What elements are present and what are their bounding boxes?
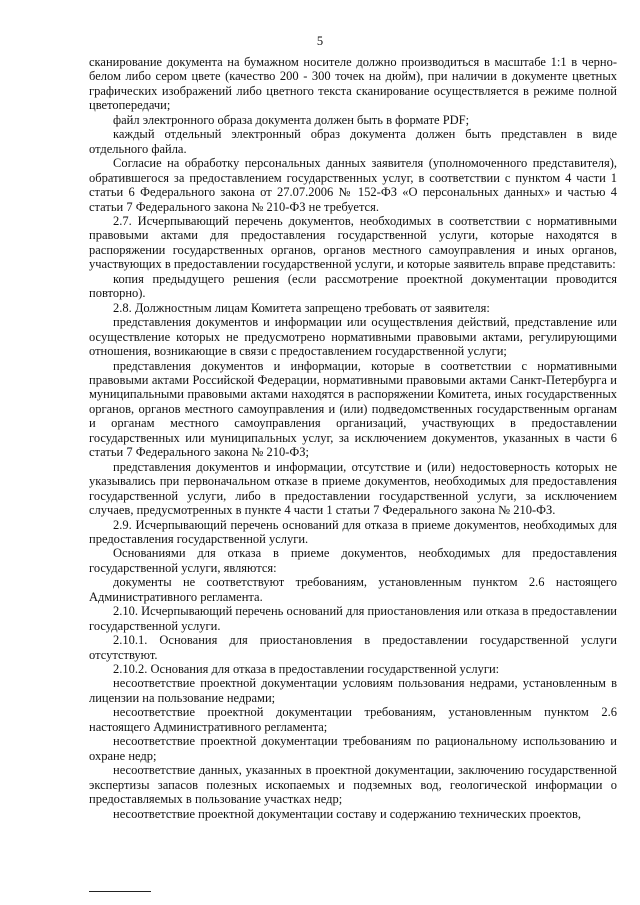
paragraph: файл электронного образа документа должен быть в формате PDF; <box>113 112 470 127</box>
paragraph: представления документов и информации или осуществления действий, представление или осуществление которых не предусмотрено нормативными правовыми актами, регулирующими отношения, возникающие в связи с предоставлением государственной услуги; <box>89 315 617 359</box>
paragraph: 2.10.2. Основания для отказа в предоставлении государственной услуги: <box>113 662 500 677</box>
paragraph: документы не соответствуют требованиям, установленным пунктом 2.6 настоящего Административного регламента. <box>89 575 617 604</box>
paragraph: сканирование документа на бумажном носителе должно производиться в масштабе 1:1 в черно-белом либо сером цвете (качество 200 - 300 точек на дюйм), при наличии в документе цветных графических изображений либо цветного текста сканирование осуществляется в режиме полной цветопередачи; <box>89 55 617 113</box>
paragraph: несоответствие проектной документации условиям пользования недрами, установленным в лицензии на пользование недрами; <box>89 676 617 705</box>
paragraph: представления документов и информации, которые в соответствии с нормативными правовыми актами Российской Федерации, нормативными правовыми актами Санкт-Петербурга и муниципальными правовыми актами находятся в распоряжении Комитета, иных государственных органов, органов местного самоуправления и (или) подведомственных государственным органам и органам местного самоуправления организаций, участвующих в предоставлении государственных или муниципальных услуг, за исключением документов, указанных в части 6 статьи 7 Федерального закона № 210-ФЗ; <box>89 358 617 460</box>
footer-rule <box>89 891 151 892</box>
paragraph: представления документов и информации, отсутствие и (или) недостоверность которых не указывались при первоначальном отказе в приеме документов, необходимых для предоставления государственной услуги, либо в предоставлении государственной услуги, за исключением случаев, предусмотренных в пункте 4 части 1 статьи 7 Федерального закона № 210-ФЗ. <box>89 459 617 518</box>
paragraph: 2.9. Исчерпывающий перечень оснований для отказа в приеме документов, необходимых для предоставления государственной услуги. <box>89 517 617 546</box>
paragraph: несоответствие проектной документации требованиям по рациональному использованию и охране недр; <box>89 734 617 763</box>
paragraph: Основаниями для отказа в приеме документов, необходимых для предоставления государственной услуги, являются: <box>89 546 617 575</box>
paragraph: Согласие на обработку персональных данных заявителя (уполномоченного представителя), обратившегося за предоставлением государственных услуг, в соответствии с пунктом 4 части 1 статьи 6 Федерального закона от 27.07.2006 № 152-ФЗ «О персональных данных» и частью 4 статьи 7 Федерального закона № 210-ФЗ не требуется. <box>89 156 617 214</box>
paragraph: копия предыдущего решения (если рассмотрение проектной документации проводится повторно). <box>89 271 617 301</box>
paragraph: 2.10.1. Основания для приостановления в предоставлении государственной услуги отсутствуют. <box>89 633 617 662</box>
paragraph: 2.7. Исчерпывающий перечень документов, необходимых в соответствии с нормативными правовыми актами для предоставления государственной услуги, которые находятся в распоряжении государственных органов, органов местного самоуправления и иных органов, участвующих в предоставлении государственной услуги, и которые заявитель вправе представить: <box>89 213 617 272</box>
paragraph: 2.10. Исчерпывающий перечень оснований для приостановления или отказа в предоставлении государственной услуги. <box>89 604 617 633</box>
paragraph: каждый отдельный электронный образ документа должен быть представлен в виде отдельного файла. <box>89 127 617 156</box>
paragraph: несоответствие проектной документации составу и содержанию технических проектов, <box>113 806 582 821</box>
document-body <box>89 55 617 821</box>
page-number: 5 <box>316 34 324 48</box>
paragraph: несоответствие данных, указанных в проектной документации, заключению государственной экспертизы запасов полезных ископаемых и подземных вод, геологической информации о предоставляемых в пользование участках недр; <box>89 763 617 807</box>
paragraph: 2.8. Должностным лицам Комитета запрещено требовать от заявителя: <box>113 300 490 315</box>
paragraph: несоответствие проектной документации требованиям, установленным пунктом 2.6 настоящего Административного регламента; <box>89 705 617 734</box>
